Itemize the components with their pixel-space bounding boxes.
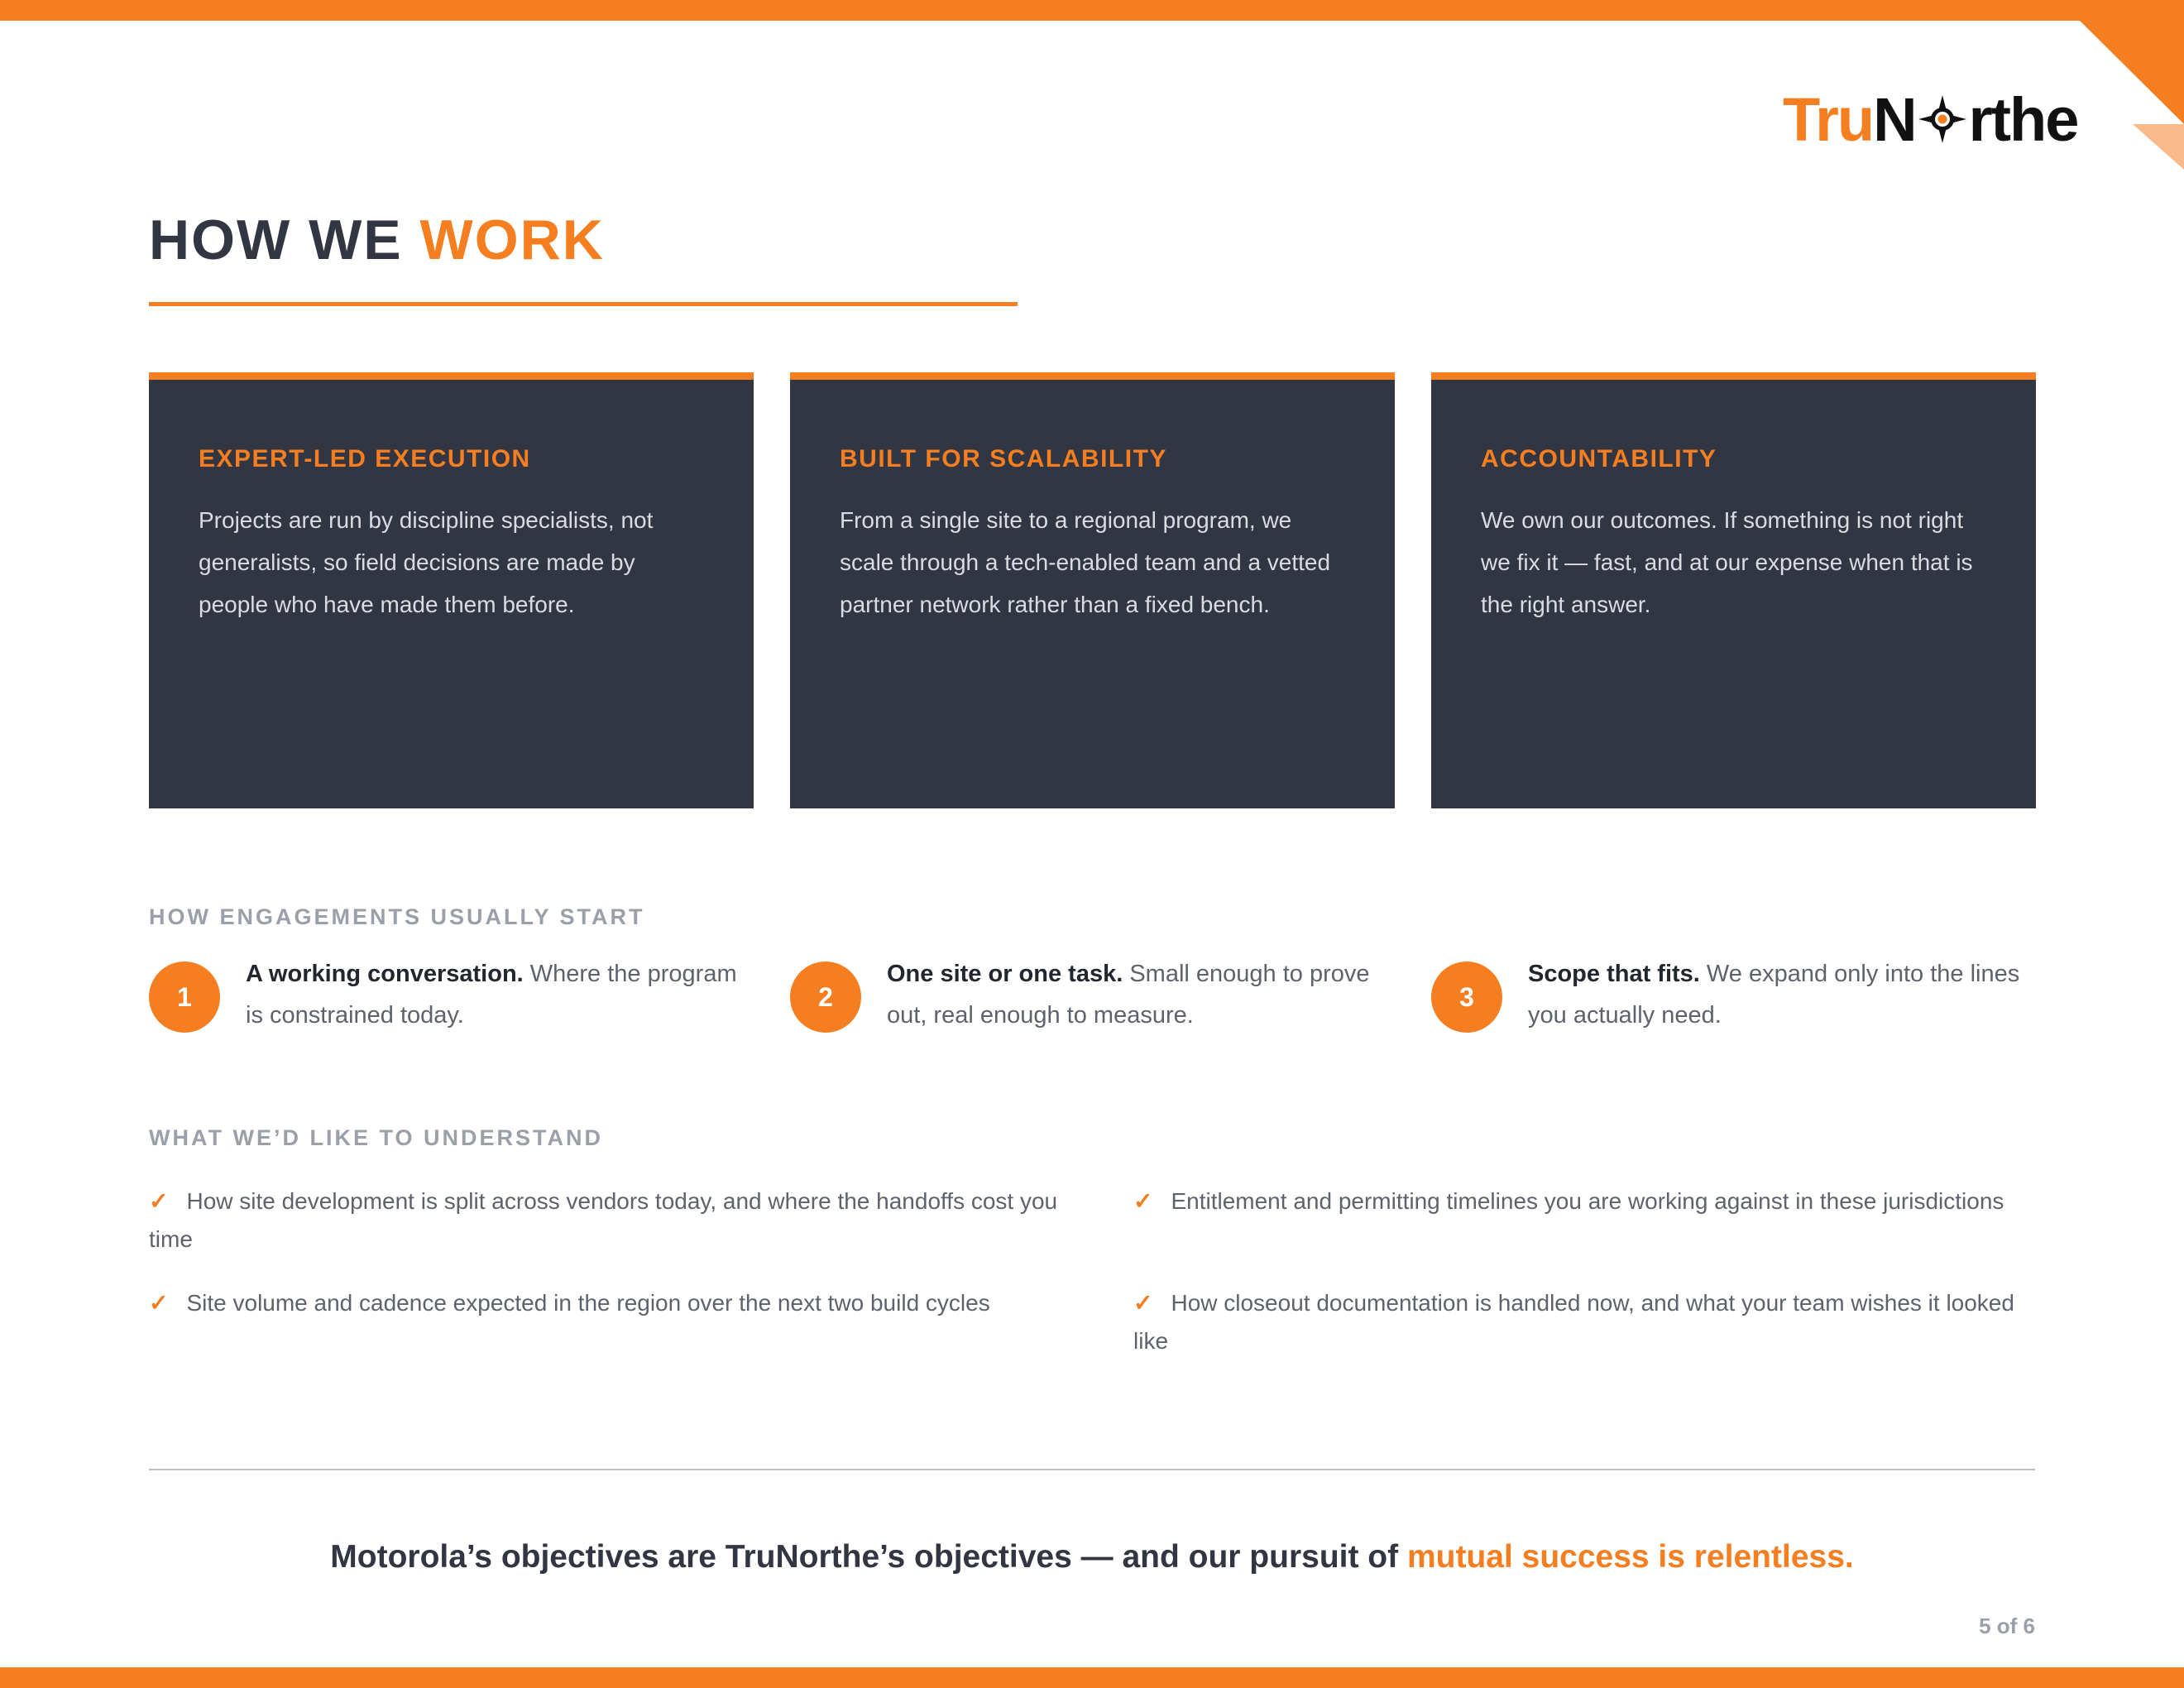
tagline-main: Motorola’s objectives are TruNorthe’s objectives — and our pursuit of bbox=[330, 1539, 1407, 1575]
step-lead: Scope that fits. bbox=[1528, 961, 1700, 987]
step-text bbox=[1528, 953, 2024, 1036]
understand-item bbox=[149, 1284, 1059, 1322]
page-number: 5 of 6 bbox=[1979, 1614, 2035, 1638]
step-number-badge: 1 bbox=[149, 961, 220, 1033]
card-title: ACCOUNTABILITY bbox=[1481, 445, 1717, 472]
bottom-accent-bar bbox=[0, 1667, 2184, 1688]
title-underline bbox=[149, 302, 1018, 306]
step-number-badge: 3 bbox=[1431, 961, 1502, 1033]
understand-item-text: How site development is split across vendors today, and where the handoffs cost you time bbox=[149, 1188, 1058, 1252]
footer-divider bbox=[149, 1469, 2035, 1470]
logo-text-n: N bbox=[1873, 84, 1916, 154]
step-lead: A working conversation. bbox=[246, 961, 524, 987]
step-lead: One site or one task. bbox=[887, 961, 1123, 987]
check-icon: ✓ bbox=[1133, 1290, 1153, 1316]
card-expert-led-execution bbox=[149, 372, 754, 808]
logo-text-tru: Tru bbox=[1783, 84, 1874, 154]
closing-tagline bbox=[0, 1537, 2184, 1578]
step-detail: We expand only into the lines you actually need. bbox=[1528, 961, 2020, 1029]
check-icon: ✓ bbox=[1133, 1188, 1153, 1214]
card-accountability bbox=[1431, 372, 2036, 808]
card-body: From a single site to a regional program, we scale through a tech-enabled team and a vetted partner network rather than a fixed bench. bbox=[840, 507, 1331, 617]
engagement-step-1 bbox=[149, 960, 761, 1036]
engagement-step-3 bbox=[1431, 960, 2043, 1036]
understand-item-text: Site volume and cadence expected in the region over the next two build cycles bbox=[186, 1290, 990, 1316]
step-detail: Where the program is constrained today. bbox=[246, 961, 737, 1029]
step-detail: Small enough to prove out, real enough to measure. bbox=[887, 961, 1370, 1029]
step-text bbox=[246, 953, 742, 1036]
page-title bbox=[149, 207, 605, 273]
logo-text-rthe: rthe bbox=[1968, 84, 2078, 154]
page-title-main: HOW WE bbox=[149, 209, 420, 271]
page-title-accent: WORK bbox=[419, 209, 605, 271]
understand-item-text: Entitlement and permitting timelines you are working against in these jurisdictions bbox=[1171, 1188, 2004, 1214]
check-icon: ✓ bbox=[149, 1188, 169, 1214]
card-title: EXPERT-LED EXECUTION bbox=[199, 445, 531, 472]
card-built-for-scalability bbox=[790, 372, 1395, 808]
card-title: BUILT FOR SCALABILITY bbox=[840, 445, 1167, 472]
tagline-accent: mutual success is relentless. bbox=[1406, 1539, 1854, 1575]
engagements-section-label: HOW ENGAGEMENTS USUALLY START bbox=[149, 904, 645, 929]
understand-item bbox=[149, 1182, 1059, 1259]
understand-item bbox=[1133, 1284, 2043, 1360]
understand-item-text: How closeout documentation is handled now, and what your team wishes it looked like bbox=[1133, 1290, 2014, 1354]
understand-item bbox=[1133, 1182, 2043, 1220]
brand-logo bbox=[1783, 86, 2077, 152]
card-body: We own our outcomes. If something is not right we fix it — fast, and at our expense when that is the right answer. bbox=[1481, 507, 1973, 617]
engagement-step-2 bbox=[790, 960, 1402, 1036]
compass-icon bbox=[1917, 94, 1968, 145]
check-icon: ✓ bbox=[149, 1290, 169, 1316]
step-number-badge: 2 bbox=[790, 961, 861, 1033]
step-text bbox=[887, 953, 1383, 1036]
card-body: Projects are run by discipline specialists, not generalists, so field decisions are made by people who have made them before. bbox=[199, 507, 654, 617]
understand-section-label: WHAT WE’D LIKE TO UNDERSTAND bbox=[149, 1125, 603, 1150]
